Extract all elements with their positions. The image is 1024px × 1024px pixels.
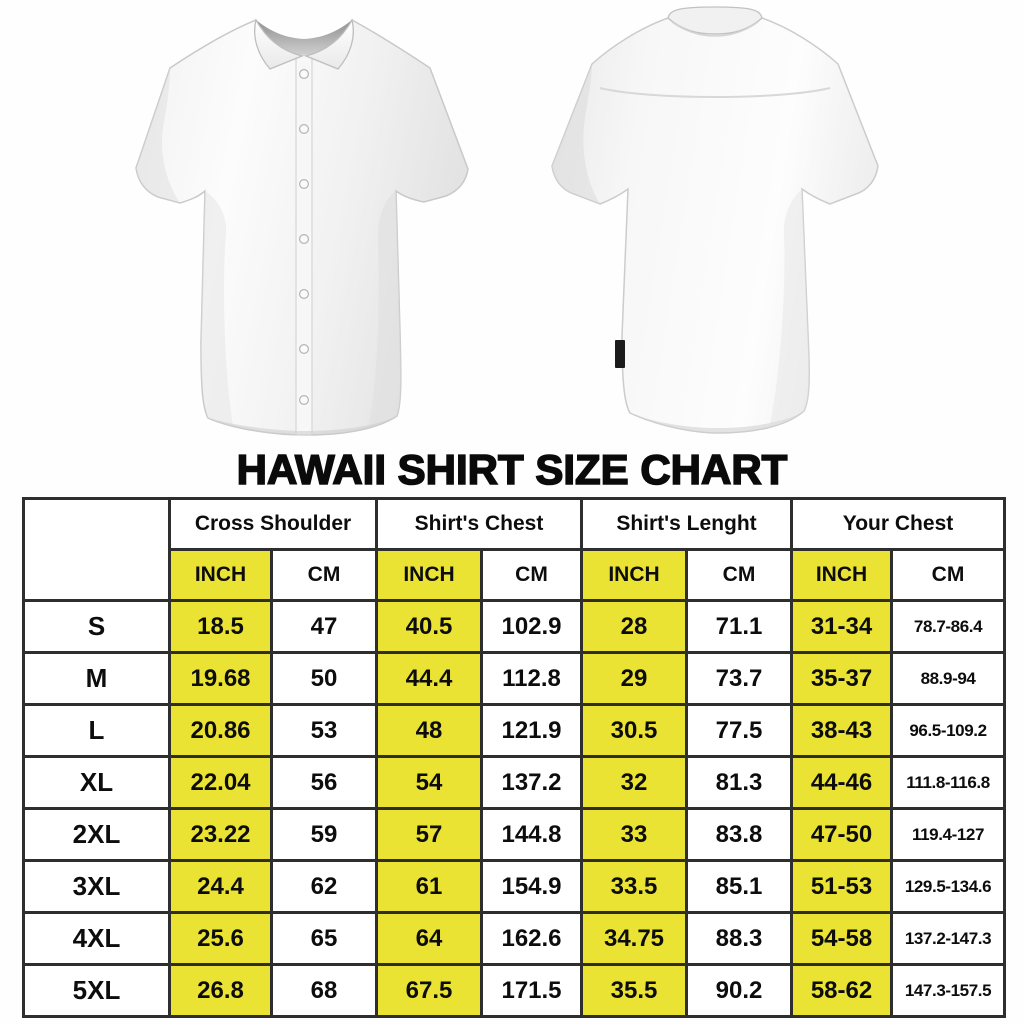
value-cell: 96.5-109.2 [892, 705, 1005, 757]
value-cell: 59 [272, 809, 377, 861]
value-cell: 54-58 [792, 913, 892, 965]
value-cell: 40.5 [377, 601, 482, 653]
unit-header: CM [272, 550, 377, 601]
value-cell: 111.8-116.8 [892, 757, 1005, 809]
table-row-4xl [24, 913, 1005, 965]
value-cell: 65 [272, 913, 377, 965]
size-cell: S [24, 601, 170, 653]
value-cell: 57 [377, 809, 482, 861]
value-cell: 47-50 [792, 809, 892, 861]
value-cell: 77.5 [687, 705, 792, 757]
value-cell: 83.8 [687, 809, 792, 861]
value-cell: 50 [272, 653, 377, 705]
value-cell: 62 [272, 861, 377, 913]
table-row-s [24, 601, 1005, 653]
value-cell: 90.2 [687, 965, 792, 1017]
size-cell: L [24, 705, 170, 757]
unit-header: CM [892, 550, 1005, 601]
table-row-xl [24, 757, 1005, 809]
value-cell: 25.6 [170, 913, 272, 965]
value-cell: 88.3 [687, 913, 792, 965]
value-cell: 147.3-157.5 [892, 965, 1005, 1017]
value-cell: 30.5 [582, 705, 687, 757]
value-cell: 33 [582, 809, 687, 861]
table-row-3xl [24, 861, 1005, 913]
value-cell: 47 [272, 601, 377, 653]
unit-header: CM [687, 550, 792, 601]
value-cell: 81.3 [687, 757, 792, 809]
value-cell: 137.2-147.3 [892, 913, 1005, 965]
value-cell: 48 [377, 705, 482, 757]
value-cell: 144.8 [482, 809, 582, 861]
value-cell: 121.9 [482, 705, 582, 757]
value-cell: 29 [582, 653, 687, 705]
value-cell: 26.8 [170, 965, 272, 1017]
value-cell: 53 [272, 705, 377, 757]
value-cell: 88.9-94 [892, 653, 1005, 705]
size-cell: M [24, 653, 170, 705]
back-shirt-image [538, 6, 882, 442]
value-cell: 61 [377, 861, 482, 913]
value-cell: 64 [377, 913, 482, 965]
value-cell: 56 [272, 757, 377, 809]
value-cell: 28 [582, 601, 687, 653]
value-cell: 112.8 [482, 653, 582, 705]
group-header-your-chest: Your Chest [792, 499, 1005, 550]
table-row-2xl [24, 809, 1005, 861]
value-cell: 54 [377, 757, 482, 809]
unit-header: INCH [582, 550, 687, 601]
table-row-m [24, 653, 1005, 705]
unit-header: CM [482, 550, 582, 601]
value-cell: 22.04 [170, 757, 272, 809]
value-cell: 33.5 [582, 861, 687, 913]
unit-header: INCH [377, 550, 482, 601]
value-cell: 78.7-86.4 [892, 601, 1005, 653]
value-cell: 23.22 [170, 809, 272, 861]
group-header-shirts-length: Shirt's Lenght [582, 499, 792, 550]
value-cell: 24.4 [170, 861, 272, 913]
back-shirt-tag [615, 340, 625, 368]
value-cell: 35-37 [792, 653, 892, 705]
chart-title: HAWAII SHIRT SIZE CHART [236, 446, 788, 493]
value-cell: 119.4-127 [892, 809, 1005, 861]
table-row-5xl [24, 965, 1005, 1017]
value-cell: 19.68 [170, 653, 272, 705]
value-cell: 38-43 [792, 705, 892, 757]
value-cell: 51-53 [792, 861, 892, 913]
value-cell: 18.5 [170, 601, 272, 653]
back-shirt-body [552, 18, 878, 433]
size-chart-table [22, 497, 1006, 1018]
value-cell: 44.4 [377, 653, 482, 705]
size-cell: 5XL [24, 965, 170, 1017]
value-cell: 32 [582, 757, 687, 809]
value-cell: 154.9 [482, 861, 582, 913]
unit-header: INCH [170, 550, 272, 601]
value-cell: 44-46 [792, 757, 892, 809]
front-shirt-image [106, 2, 502, 448]
value-cell: 85.1 [687, 861, 792, 913]
size-cell: 2XL [24, 809, 170, 861]
corner-blank-cell [24, 499, 170, 601]
value-cell: 34.75 [582, 913, 687, 965]
front-shirt-placket [296, 55, 312, 435]
value-cell: 162.6 [482, 913, 582, 965]
value-cell: 67.5 [377, 965, 482, 1017]
value-cell: 35.5 [582, 965, 687, 1017]
value-cell: 129.5-134.6 [892, 861, 1005, 913]
group-header-shirts-chest: Shirt's Chest [377, 499, 582, 550]
value-cell: 171.5 [482, 965, 582, 1017]
value-cell: 137.2 [482, 757, 582, 809]
value-cell: 20.86 [170, 705, 272, 757]
table-row-l [24, 705, 1005, 757]
value-cell: 68 [272, 965, 377, 1017]
value-cell: 71.1 [687, 601, 792, 653]
size-cell: 4XL [24, 913, 170, 965]
value-cell: 73.7 [687, 653, 792, 705]
value-cell: 102.9 [482, 601, 582, 653]
size-cell: 3XL [24, 861, 170, 913]
value-cell: 31-34 [792, 601, 892, 653]
size-cell: XL [24, 757, 170, 809]
group-header-cross-shoulder: Cross Shoulder [170, 499, 377, 550]
value-cell: 58-62 [792, 965, 892, 1017]
unit-header: INCH [792, 550, 892, 601]
